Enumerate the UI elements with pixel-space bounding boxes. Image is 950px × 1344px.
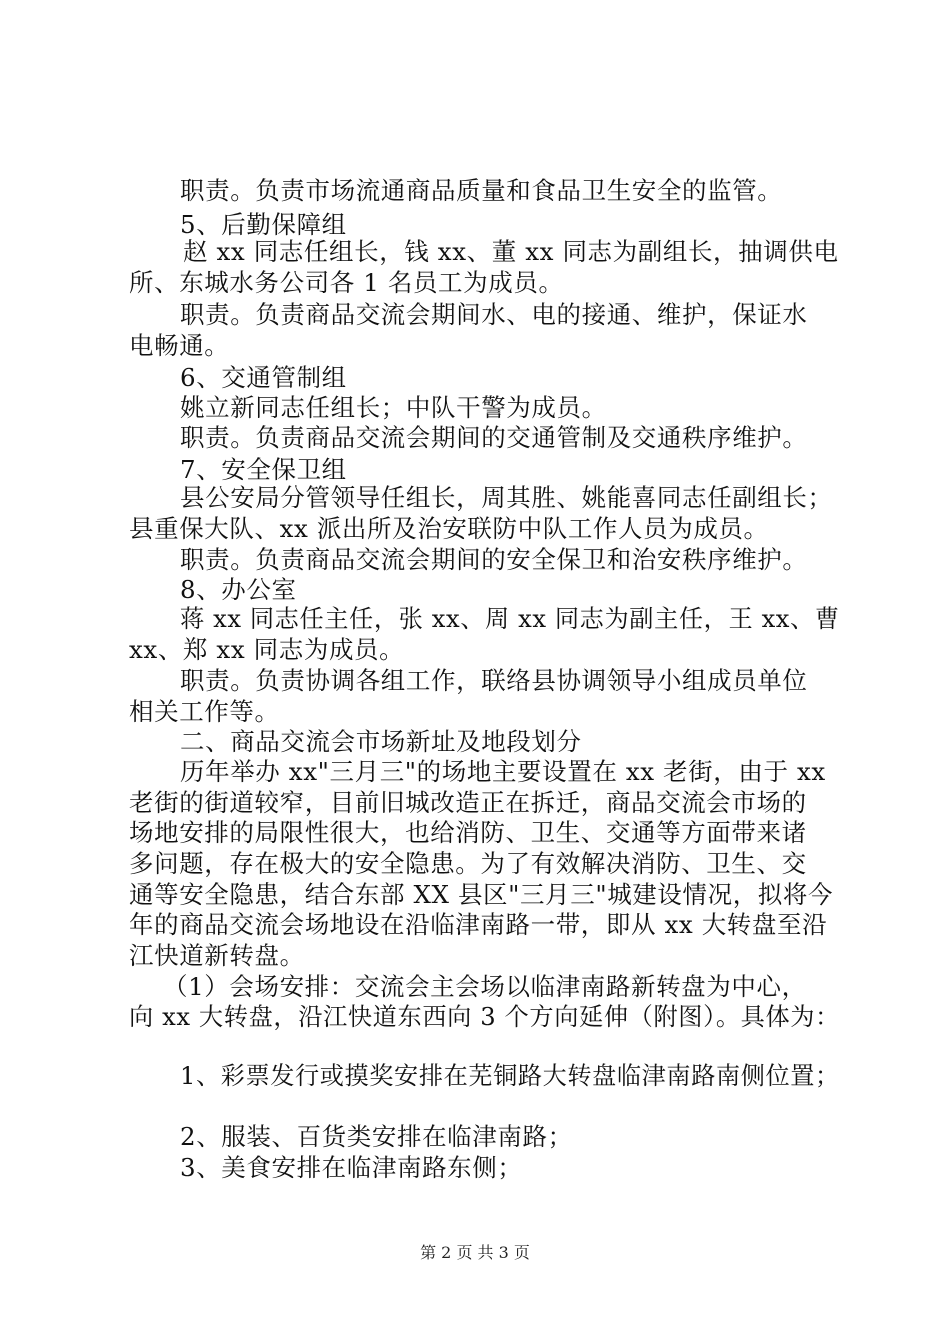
paragraph-line: 职责。负责协调各组工作，联络县协调领导小组成员单位 (180, 666, 808, 695)
paragraph-line: 职责。负责商品交流会期间的安全保卫和治安秩序维护。 (180, 545, 808, 574)
paragraph-line: 县重保大队、xx 派出所及治安联防中队工作人员为成员。 (129, 514, 769, 543)
page-footer: 第 2 页 共 3 页 (420, 1243, 530, 1262)
section-heading: 二、商品交流会市场新址及地段划分 (180, 727, 582, 756)
paragraph-line: 所、东城水务公司各 1 名员工为成员。 (129, 268, 564, 297)
section-heading: 6、交通管制组 (180, 363, 347, 392)
paragraph-line: 电畅通。 (129, 331, 230, 360)
paragraph-line: 老街的街道较窄，目前旧城改造正在拆迁，商品交流会市场的 (129, 788, 807, 817)
paragraph-line: xx、郑 xx 同志为成员。 (129, 635, 405, 664)
paragraph-line: 多问题，存在极大的安全隐患。为了有效解决消防、卫生、交 (129, 849, 807, 878)
section-heading: 7、安全保卫组 (180, 455, 347, 484)
paragraph-line: 江快道新转盘。 (129, 941, 305, 970)
paragraph-line: 场地安排的局限性很大，也给消防、卫生、交通等方面带来诸 (129, 818, 807, 847)
list-item: 3、美食安排在临津南路东侧； (180, 1153, 523, 1182)
paragraph-line: 通等安全隐患，结合东部 XX 县区"三月三"城建设情况，拟将今 (129, 880, 834, 909)
list-item: 2、服装、百货类安排在临津南路； (180, 1122, 573, 1151)
section-heading: 5、后勤保障组 (180, 210, 347, 239)
paragraph-line: 职责。负责商品交流会期间的交通管制及交通秩序维护。 (180, 423, 808, 452)
paragraph-line: 向 xx 大转盘，沿江快道东西向 3 个方向延伸（附图）。具体为： (129, 1002, 840, 1031)
paragraph-line: 历年举办 xx"三月三"的场地主要设置在 xx 老街，由于 xx (180, 757, 826, 786)
paragraph-line: 赵 xx 同志任组长，钱 xx、董 xx 同志为副组长，抽调供电 (183, 237, 839, 266)
paragraph-line: 姚立新同志任组长；中队干警为成员。 (180, 393, 607, 422)
paragraph-line: 职责。负责市场流通商品质量和食品卫生安全的监管。 (180, 176, 783, 205)
paragraph-line: （1）会场安排：交流会主会场以临津南路新转盘为中心， (163, 972, 807, 1001)
paragraph-line: 年的商品交流会场地设在沿临津南路一带，即从 xx 大转盘至沿 (129, 910, 828, 939)
section-heading: 8、办公室 (180, 575, 297, 604)
list-item: 1、彩票发行或摸奖安排在芜铜路大转盘临津南路南侧位置； (180, 1061, 840, 1090)
paragraph-line: 相关工作等。 (129, 697, 280, 726)
paragraph-line: 县公安局分管领导任组长，周其胜、姚能喜同志任副组长； (180, 483, 833, 512)
paragraph-line: 职责。负责商品交流会期间水、电的接通、维护，保证水 (180, 300, 808, 329)
paragraph-line: 蒋 xx 同志任主任，张 xx、周 xx 同志为副主任，王 xx、曹 (180, 604, 840, 633)
